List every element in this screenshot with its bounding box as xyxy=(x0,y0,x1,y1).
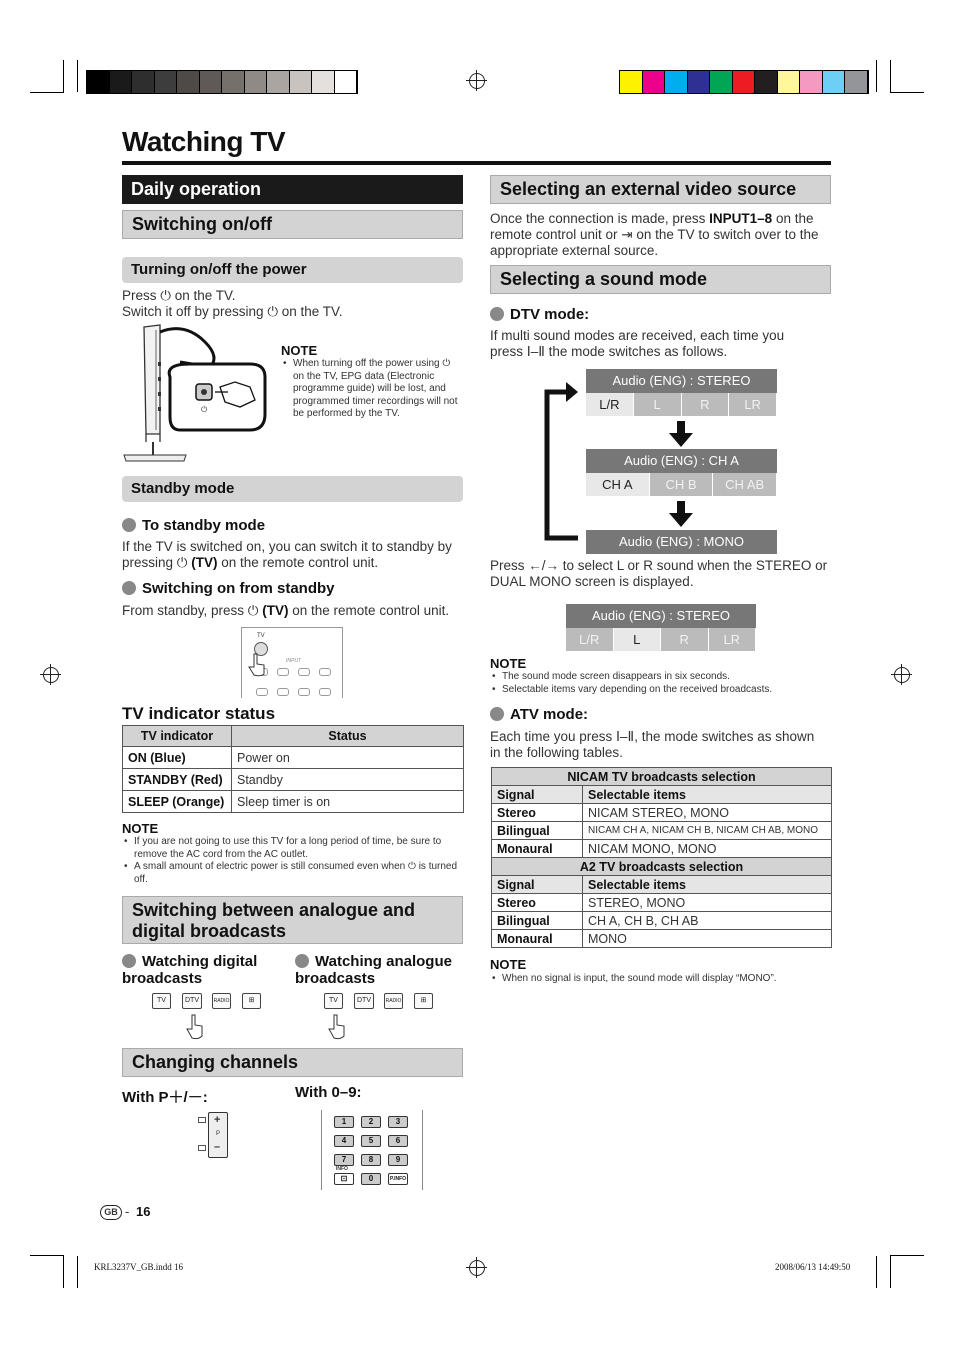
remote-input-label: INPUT xyxy=(286,658,301,664)
table-header: Selectable items xyxy=(583,786,832,804)
audio-box-header: Audio (ENG) : STEREO xyxy=(566,604,756,628)
note-heading: NOTE xyxy=(281,343,318,358)
channel-rocker[interactable] xyxy=(208,1112,228,1158)
color-swatch xyxy=(643,71,666,93)
external-source-heading: Selecting an external video source xyxy=(490,175,831,204)
table-header: TV indicator xyxy=(123,726,232,747)
audio-stereo-box-2 xyxy=(566,604,756,651)
audio-box-header: Audio (ENG) : CH A xyxy=(586,449,777,473)
crop-mark xyxy=(890,1256,891,1288)
bullet-dot-icon xyxy=(122,581,136,595)
broadcast-selection-table xyxy=(491,767,832,948)
dtv-button[interactable]: DTV xyxy=(354,993,374,1009)
note-list xyxy=(281,358,463,421)
table-title: NICAM TV broadcasts selection xyxy=(492,768,832,786)
color-swatch xyxy=(267,71,290,93)
with-09-label: With 0–9: xyxy=(295,1084,362,1101)
remote-key-icon xyxy=(256,688,268,696)
crop-mark xyxy=(30,92,64,93)
key-4[interactable]: 4 xyxy=(334,1135,354,1147)
color-swatch xyxy=(620,71,643,93)
sound-mode-heading: Selecting a sound mode xyxy=(490,265,831,294)
remote-tv-label: TV xyxy=(257,633,265,639)
radio-button[interactable]: RADIO xyxy=(212,993,231,1009)
color-swatch xyxy=(87,71,110,93)
crop-mark xyxy=(77,60,78,92)
input-source-button[interactable]: ⊞ xyxy=(414,993,433,1009)
color-swatch xyxy=(110,71,133,93)
svg-text:⏻: ⏻ xyxy=(201,405,208,414)
note-item: • When turning off the power using ⏻ on the TV, EPG data (Electronic programme guide) will be lost, and programmed timer recordings will not be performed by the TV. xyxy=(281,358,463,421)
crop-mark xyxy=(890,1255,924,1256)
radio-button[interactable]: RADIO xyxy=(384,993,403,1009)
audio-box-header: Audio (ENG) : MONO xyxy=(586,530,777,554)
input-source-button[interactable]: ⊞ xyxy=(242,993,261,1009)
watching-analogue-heading: Watching analogue broadcasts xyxy=(295,953,452,987)
press-arrows-text: Press ←/→ to select L or R sound when the STEREO or DUAL MONO screen is displayed. xyxy=(490,558,828,589)
bullet-dot-icon xyxy=(295,954,309,968)
note-item: • The sound mode screen disappears in six seconds. xyxy=(490,671,835,684)
table-header: Signal xyxy=(492,876,583,894)
grey-scale-bar xyxy=(86,70,358,94)
key-pinfo[interactable]: P.INFO xyxy=(388,1173,408,1185)
audio-ch-box xyxy=(586,449,777,496)
remote-key-icon xyxy=(319,668,331,676)
color-swatch xyxy=(845,71,868,93)
color-swatch xyxy=(800,71,823,93)
audio-mono-box xyxy=(586,530,777,554)
audio-option: LR xyxy=(709,628,757,651)
turning-power-heading: Turning on/off the power xyxy=(122,257,463,283)
footer-date: 2008/06/13 14:49:50 xyxy=(775,1262,851,1272)
color-swatch xyxy=(177,71,200,93)
table-row: Bilingual NICAM CH A, NICAM CH B, NICAM CH AB, MONO xyxy=(492,822,832,840)
to-standby-text: If the TV is switched on, you can switch it to standby by pressing ⏻ (TV) on the remote control unit. xyxy=(122,539,452,570)
bullet-dot-icon xyxy=(122,518,136,532)
key-1[interactable]: 1 xyxy=(334,1116,354,1128)
color-swatch xyxy=(755,71,778,93)
dtv-button[interactable]: DTV xyxy=(182,993,202,1009)
remote-snippet xyxy=(241,627,343,698)
note-list xyxy=(490,671,835,696)
color-swatch xyxy=(710,71,733,93)
key-3[interactable]: 3 xyxy=(388,1116,408,1128)
remote-key-icon xyxy=(277,668,289,676)
watching-digital-heading: Watching digital broadcasts xyxy=(122,953,258,987)
table-row: Bilingual CH A, CH B, CH AB xyxy=(492,912,832,930)
indicator-table xyxy=(122,725,464,813)
key-7[interactable]: 7 xyxy=(334,1154,354,1166)
key-9[interactable]: 9 xyxy=(388,1154,408,1166)
remote-key-icon xyxy=(298,668,310,676)
small-key-icon xyxy=(198,1145,206,1151)
crop-mark xyxy=(63,1256,64,1288)
footer-file: KRL3237V_GB.indd 16 xyxy=(94,1262,184,1272)
table-row: Monaural MONO xyxy=(492,930,832,948)
note-item: • If you are not going to use this TV for a long period of time, be sure to remove the AC cord from the AC outlet. xyxy=(122,836,464,861)
color-swatch xyxy=(335,71,358,93)
pointing-hand-icon xyxy=(246,652,268,678)
registration-mark-icon xyxy=(469,73,485,89)
note-heading: NOTE xyxy=(122,821,159,836)
daily-operation-heading: Daily operation xyxy=(122,175,463,204)
small-key-icon xyxy=(198,1117,206,1123)
table-row: Stereo NICAM STEREO, MONO xyxy=(492,804,832,822)
registration-mark-icon xyxy=(894,667,910,683)
channel-up-icon[interactable]: + xyxy=(214,1114,221,1126)
color-swatch xyxy=(778,71,801,93)
arrow-down-icon xyxy=(669,421,693,447)
standby-mode-heading: Standby mode xyxy=(122,476,463,502)
bullet-dot-icon xyxy=(490,707,504,721)
key-teletext[interactable]: ⊡ xyxy=(334,1173,354,1185)
tv-button[interactable]: TV xyxy=(324,993,343,1009)
audio-option: L xyxy=(614,628,662,651)
power-instruction-1: Press ⏻ on the TV. xyxy=(122,288,236,303)
note-list xyxy=(490,973,835,986)
atv-mode-heading: ATV mode: xyxy=(490,706,588,723)
key-6[interactable]: 6 xyxy=(388,1135,408,1147)
color-swatch xyxy=(823,71,846,93)
audio-box-header: Audio (ENG) : STEREO xyxy=(586,369,777,393)
audio-option: R xyxy=(682,393,730,416)
color-calibration-bar xyxy=(619,70,869,94)
table-row: Stereo STEREO, MONO xyxy=(492,894,832,912)
note-item: • Selectable items vary depending on the received broadcasts. xyxy=(490,684,835,697)
audio-stereo-box xyxy=(586,369,777,416)
switching-between-heading: Switching between analogue and digital broadcasts xyxy=(122,896,463,944)
indicator-status-heading: TV indicator status xyxy=(122,704,276,723)
external-source-text: Once the connection is made, press INPUT1–8 on the remote control unit or ⇥ on the TV to switch over to the appropriate external source. xyxy=(490,211,819,258)
to-standby-heading: To standby mode xyxy=(122,517,265,534)
page-title: Watching TV xyxy=(122,126,286,157)
switching-on-off-heading: Switching on/off xyxy=(122,210,463,239)
crop-mark xyxy=(876,60,877,92)
registration-mark-icon xyxy=(43,667,59,683)
color-swatch xyxy=(222,71,245,93)
audio-option: CH B xyxy=(650,473,714,496)
remote-key-icon xyxy=(298,688,310,696)
table-header: Status xyxy=(232,726,464,747)
table-row: SLEEP (Orange) Sleep timer is on xyxy=(123,791,464,813)
switching-on-standby-text: From standby, press ⏻ (TV) on the remote control unit. xyxy=(122,603,450,618)
dtv-mode-heading: DTV mode: xyxy=(490,306,589,323)
note-heading: NOTE xyxy=(490,656,527,671)
tv-power-button-illustration xyxy=(120,322,270,464)
audio-option: R xyxy=(661,628,709,651)
crop-mark xyxy=(876,1256,877,1288)
title-rule xyxy=(122,161,831,165)
audio-option: CH AB xyxy=(713,473,777,496)
color-swatch xyxy=(200,71,223,93)
key-2[interactable]: 2 xyxy=(361,1116,381,1128)
switching-on-standby-heading: Switching on from standby xyxy=(122,580,335,597)
atv-mode-text: Each time you press Ⅰ–Ⅱ, the mode switches as shown in the following tables. xyxy=(490,729,815,760)
dtv-mode-text: If multi sound modes are received, each time you press Ⅰ–Ⅱ the mode switches as follows. xyxy=(490,328,785,359)
region-badge: GB xyxy=(100,1205,122,1220)
remote-key-icon xyxy=(319,688,331,696)
remote-key-icon xyxy=(277,688,289,696)
table-header: Selectable items xyxy=(583,876,832,894)
audio-option: L xyxy=(634,393,682,416)
audio-option: L/R xyxy=(586,393,634,416)
changing-channels-heading: Changing channels xyxy=(122,1048,463,1077)
color-swatch xyxy=(290,71,313,93)
note-item: • A small amount of electric power is still consumed even when ⏻ is turned off. xyxy=(122,861,464,886)
crop-mark xyxy=(30,1255,64,1256)
page-separator: - xyxy=(125,1204,130,1219)
color-swatch xyxy=(733,71,756,93)
crop-mark xyxy=(63,60,64,92)
table-row: Monaural NICAM MONO, MONO xyxy=(492,840,832,858)
table-row: ON (Blue) Power on xyxy=(123,747,464,769)
note-heading: NOTE xyxy=(490,957,527,972)
color-swatch xyxy=(665,71,688,93)
color-swatch xyxy=(132,71,155,93)
registration-mark-icon xyxy=(469,1260,485,1276)
channel-down-icon[interactable]: – xyxy=(214,1141,221,1153)
bullet-dot-icon xyxy=(490,307,504,321)
key-8[interactable]: 8 xyxy=(361,1154,381,1166)
p-label: P xyxy=(216,1131,221,1137)
color-swatch xyxy=(245,71,268,93)
pointing-hand-icon xyxy=(184,1012,206,1042)
audio-option: CH A xyxy=(586,473,650,496)
key-5[interactable]: 5 xyxy=(361,1135,381,1147)
audio-option: LR xyxy=(729,393,777,416)
color-swatch xyxy=(312,71,335,93)
table-title: A2 TV broadcasts selection xyxy=(492,858,832,876)
info-label: INFO xyxy=(336,1166,348,1172)
note-list xyxy=(122,836,464,886)
arrow-down-icon xyxy=(669,501,693,527)
cycle-arrow-icon xyxy=(540,380,580,542)
note-item: • When no signal is input, the sound mode will display “MONO”. xyxy=(490,973,835,986)
key-0[interactable]: 0 xyxy=(361,1173,381,1185)
color-swatch xyxy=(155,71,178,93)
table-row: STANDBY (Red) Standby xyxy=(123,769,464,791)
crop-mark xyxy=(890,92,924,93)
bullet-dot-icon xyxy=(122,954,136,968)
color-swatch xyxy=(688,71,711,93)
crop-mark xyxy=(890,60,891,92)
tv-button[interactable]: TV xyxy=(152,993,171,1009)
pointing-hand-icon xyxy=(326,1012,348,1042)
with-p-label: With P＋/－: xyxy=(122,1089,208,1106)
page-number: 16 xyxy=(136,1204,151,1219)
table-header: Signal xyxy=(492,786,583,804)
audio-option: L/R xyxy=(566,628,614,651)
crop-mark xyxy=(77,1256,78,1288)
power-instruction-2: Switch it off by pressing ⏻ on the TV. xyxy=(122,304,343,319)
